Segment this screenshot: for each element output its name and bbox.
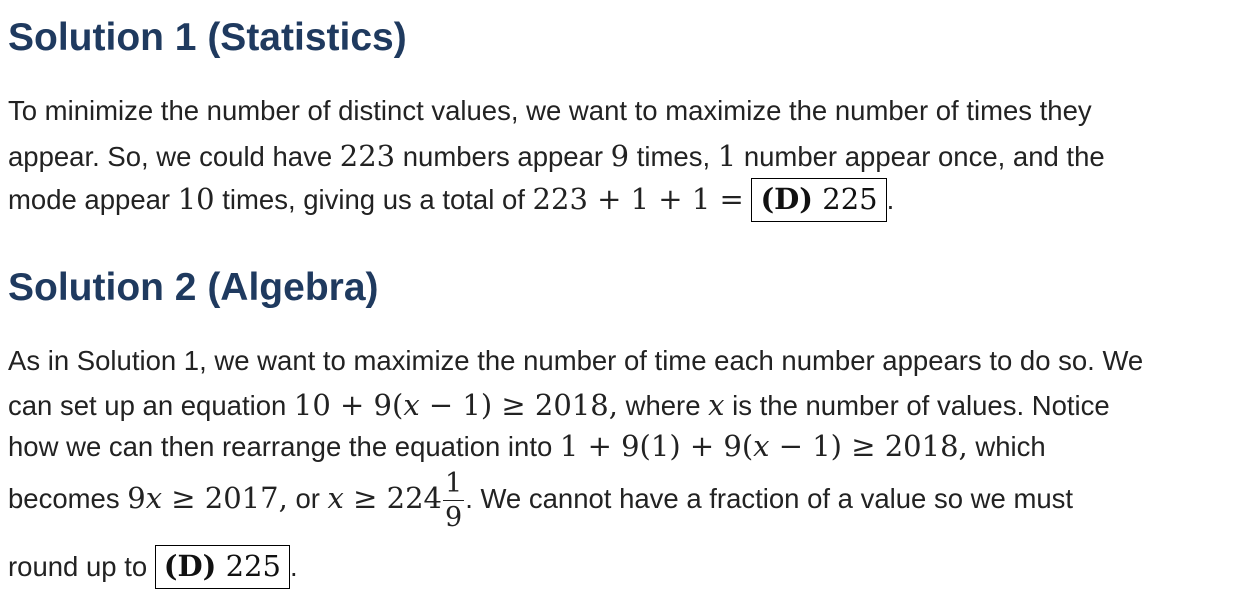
text: where [617, 390, 709, 421]
solution-2-line-5 [8, 545, 298, 589]
answer-choice-label: (D) [163, 549, 217, 583]
solution-2-line-4 [8, 470, 1073, 531]
math-expression: 1 + 9(1) + 9( [559, 429, 754, 463]
text: becomes [8, 482, 128, 514]
answer-value: 225 [822, 182, 878, 216]
text: times, [629, 141, 718, 172]
solution-2-line-3 [8, 429, 1046, 463]
solution-2-line-2 [8, 388, 1110, 422]
math-number: 10 [177, 182, 215, 216]
math-expression: ≥ 2017, [162, 480, 288, 515]
math-expression: 10 + 9( [293, 388, 404, 422]
text: how we can then rearrange the equation into [8, 431, 560, 462]
text: To minimize the number of distinct values, we want to maximize the number of times they [8, 95, 1092, 126]
text: appear. So, we could have [8, 141, 340, 172]
text: numbers appear [395, 141, 611, 172]
text: . We cannot have a fraction of a value so we must [465, 482, 1074, 514]
math-variable: x [327, 480, 344, 515]
text: number appear once, and the [736, 141, 1105, 172]
math-expression: − 1) ≥ 2018, [769, 429, 968, 463]
period: . [886, 184, 895, 215]
period: . [289, 551, 298, 582]
solution-1-line-3 [8, 178, 894, 222]
math-variable: x [753, 429, 770, 463]
solution-1-line-2 [8, 139, 1105, 173]
math-number: 223 [339, 139, 396, 173]
text: which [967, 431, 1046, 462]
fraction-denominator: 9 [445, 502, 463, 533]
math-variable: x [145, 480, 163, 515]
text: As in Solution 1, we want to maximize the number of time each number appears to do so. We [8, 345, 1144, 376]
text: can set up an equation [8, 390, 294, 421]
math-expression: − 1) ≥ 2018, [419, 388, 618, 422]
answer-choice-label: (D) [760, 182, 814, 216]
math-expression: ≥ 224 [343, 480, 442, 515]
solution-2-line-1 [8, 345, 1143, 377]
fraction-numerator: 1 [445, 468, 463, 499]
answer-value: 225 [225, 549, 281, 583]
text: mode appear [8, 184, 178, 215]
math-number: 1 [717, 139, 737, 173]
solution-1-heading: Solution 1 (Statistics) [8, 16, 407, 59]
math-number: 9 [610, 139, 630, 173]
fraction [443, 470, 464, 531]
solution-1-line-1 [8, 95, 1092, 127]
math-expression: 9 [127, 480, 146, 515]
math-variable: x [403, 388, 420, 422]
text: is the number of values. Notice [724, 390, 1110, 421]
text: or [287, 482, 328, 514]
math-variable: x [708, 388, 725, 422]
text: times, giving us a total of [214, 184, 533, 215]
solution-2-heading: Solution 2 (Algebra) [8, 266, 379, 309]
math-expression: 223 + 1 + 1 = [532, 182, 744, 216]
boxed-answer [751, 178, 886, 222]
boxed-answer [155, 545, 290, 589]
text: round up to [8, 551, 155, 582]
